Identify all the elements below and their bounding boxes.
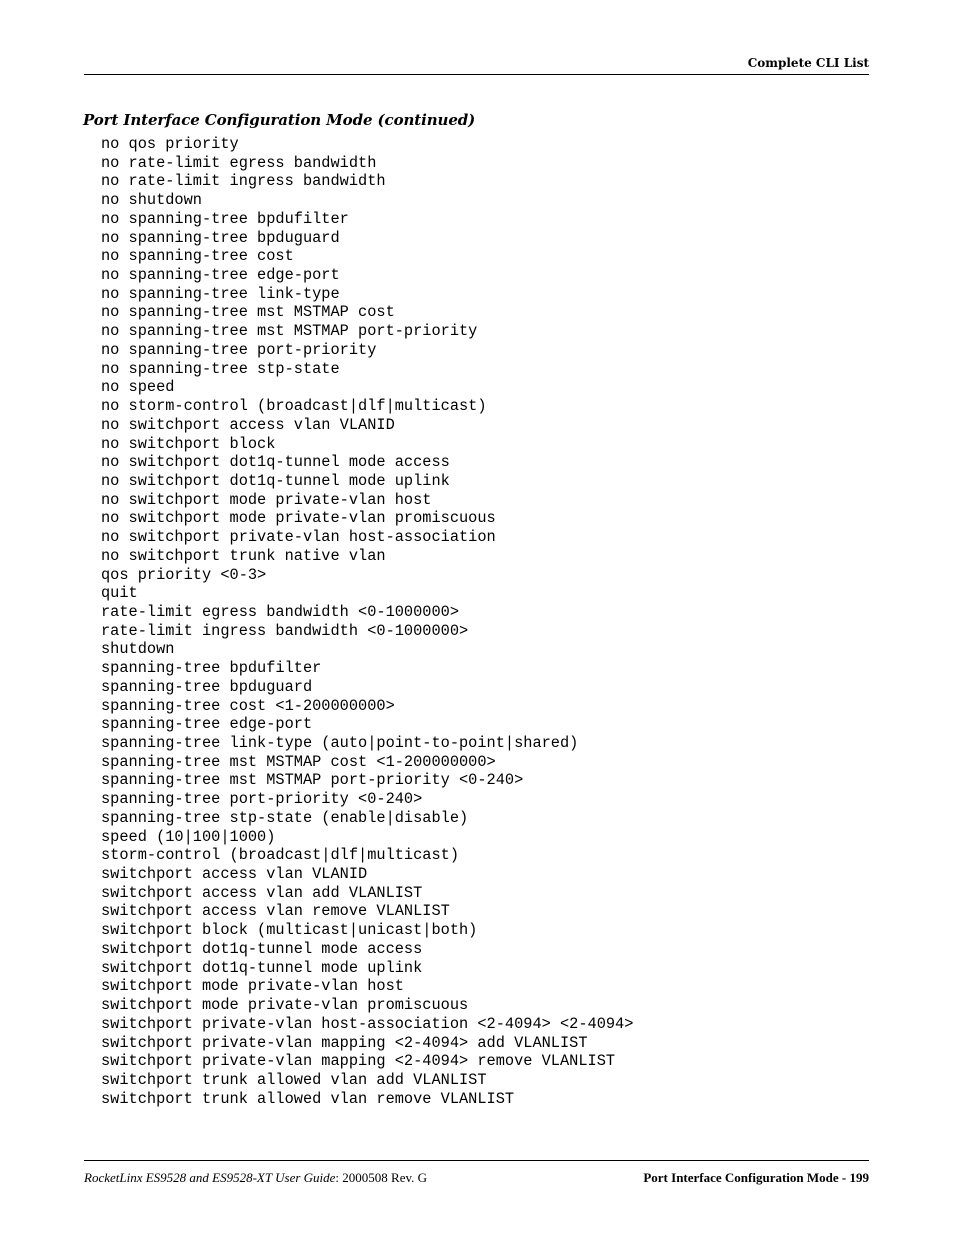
- command-line: no speed: [101, 378, 175, 397]
- command-line: shutdown: [101, 640, 175, 659]
- command-line: switchport dot1q-tunnel mode access: [101, 939, 423, 958]
- command-line: no switchport access vlan VLANID: [101, 415, 395, 434]
- command-line: spanning-tree link-type (auto|point-to-point|shared): [101, 734, 579, 752]
- command-line: spanning-tree cost <1-200000000>: [101, 696, 395, 715]
- command-line: switchport access vlan VLANID: [101, 865, 368, 884]
- command-line: spanning-tree mst MSTMAP cost <1-200000000>: [101, 752, 496, 771]
- command-line: switchport access vlan remove VLANLIST: [101, 902, 450, 921]
- command-line: no spanning-tree mst MSTMAP port-priority: [101, 322, 478, 341]
- running-header: Complete CLI List: [747, 56, 869, 70]
- command-line: rate-limit ingress bandwidth <0-1000000>: [101, 621, 469, 640]
- command-line: switchport access vlan add VLANLIST: [101, 883, 423, 902]
- command-line: no spanning-tree link-type: [101, 284, 340, 303]
- command-line: no spanning-tree bpduguard: [101, 228, 340, 247]
- command-line: no switchport private-vlan host-association: [101, 528, 496, 547]
- command-line: no spanning-tree mst MSTMAP cost: [101, 303, 395, 322]
- command-line: switchport private-vlan mapping <2-4094> remove VLANLIST: [101, 1052, 616, 1071]
- command-line: no qos priority: [101, 135, 239, 153]
- command-line: quit: [101, 584, 138, 603]
- header-rule: [84, 74, 869, 75]
- command-line: switchport mode private-vlan promiscuous: [101, 996, 469, 1015]
- command-line: switchport private-vlan mapping <2-4094> add VLANLIST: [101, 1033, 588, 1052]
- command-line: no rate-limit ingress bandwidth: [101, 172, 386, 191]
- section-heading: Port Interface Configuration Mode (continued): [83, 111, 476, 129]
- command-line: qos priority <0-3>: [101, 565, 267, 584]
- command-line: speed (10|100|1000): [101, 827, 276, 846]
- command-line: no switchport mode private-vlan promiscuous: [101, 509, 496, 528]
- command-line: switchport dot1q-tunnel mode uplink: [101, 958, 423, 977]
- command-line: rate-limit egress bandwidth <0-1000000>: [101, 602, 460, 621]
- command-line: switchport trunk allowed vlan add VLANLIST: [101, 1070, 487, 1089]
- command-line: spanning-tree port-priority <0-240>: [101, 790, 423, 809]
- footer-guide-title: RocketLinx ES9528 and ES9528-XT User Guide: [84, 1170, 336, 1185]
- command-line: no switchport dot1q-tunnel mode uplink: [101, 471, 450, 490]
- command-line: no spanning-tree cost: [101, 247, 294, 266]
- command-line: spanning-tree stp-state (enable|disable): [101, 808, 469, 827]
- command-line: no spanning-tree bpdufilter: [101, 209, 349, 228]
- command-line: no rate-limit egress bandwidth: [101, 153, 377, 172]
- command-line: storm-control (broadcast|dlf|multicast): [101, 846, 460, 865]
- command-line: no switchport dot1q-tunnel mode access: [101, 453, 450, 472]
- command-line: no spanning-tree edge-port: [101, 266, 340, 285]
- command-line: switchport private-vlan host-association <2-4094> <2-4094>: [101, 1014, 634, 1033]
- command-line: no switchport mode private-vlan host: [101, 490, 432, 509]
- footer-page-label: Port Interface Configuration Mode - 199: [643, 1170, 869, 1185]
- command-line: no spanning-tree stp-state: [101, 359, 340, 378]
- command-list: [101, 135, 633, 1108]
- command-line: no storm-control (broadcast|dlf|multicast): [101, 397, 487, 416]
- command-line: spanning-tree bpduguard: [101, 677, 313, 696]
- footer-rule: [84, 1160, 869, 1161]
- command-line: spanning-tree mst MSTMAP port-priority <0-240>: [101, 771, 524, 790]
- footer-doc-number: : 2000508 Rev. G: [335, 1170, 428, 1185]
- command-line: spanning-tree edge-port: [101, 715, 313, 734]
- command-line: no spanning-tree port-priority: [101, 340, 377, 359]
- command-line: switchport mode private-vlan host: [101, 977, 404, 996]
- command-line: no shutdown: [101, 191, 202, 210]
- command-line: spanning-tree bpdufilter: [101, 659, 322, 678]
- command-line: no switchport block: [101, 434, 276, 453]
- command-line: switchport block (multicast|unicast|both): [101, 921, 478, 940]
- footer-document-info: [84, 1170, 427, 1186]
- command-line: switchport trunk allowed vlan remove VLANLIST: [101, 1089, 515, 1108]
- command-line: no switchport trunk native vlan: [101, 546, 386, 565]
